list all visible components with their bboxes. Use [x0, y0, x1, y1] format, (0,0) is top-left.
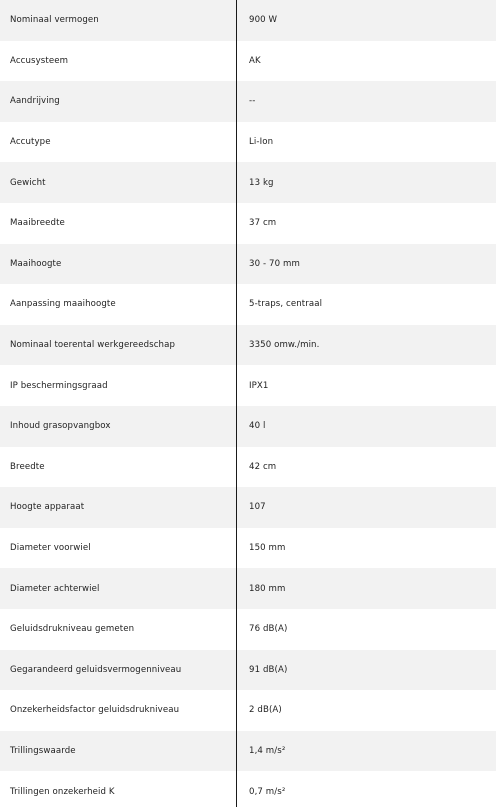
spec-label: Diameter achterwiel	[10, 583, 100, 594]
spec-value: AK	[249, 55, 261, 66]
spec-label: Aandrijving	[10, 96, 60, 107]
spec-label: Diameter voorwiel	[10, 543, 91, 554]
spec-row	[0, 41, 496, 82]
spec-row	[0, 122, 496, 163]
spec-label: Onzekerheidsfactor geluidsdrukniveau	[10, 705, 180, 716]
spec-value: Li-Ion	[249, 137, 274, 148]
spec-value: 30 - 70 mm	[249, 258, 300, 269]
spec-label: Maaibreedte	[10, 218, 65, 229]
column-divider	[236, 0, 237, 807]
spec-value: 42 cm	[249, 461, 277, 472]
spec-value: 3350 omw./min.	[249, 340, 320, 351]
spec-value: 76 dB(A)	[249, 624, 288, 635]
spec-value: 180 mm	[249, 583, 286, 594]
spec-label: Nominaal vermogen	[10, 15, 99, 26]
spec-value: 5-traps, centraal	[249, 299, 323, 310]
spec-row	[0, 325, 496, 366]
spec-value: 13 kg	[249, 177, 274, 188]
spec-row	[0, 406, 496, 447]
spec-label: Accusysteem	[10, 55, 69, 66]
spec-row	[0, 203, 496, 244]
spec-value: 107	[249, 502, 266, 513]
spec-value: 1,4 m/s²	[249, 745, 286, 756]
spec-row	[0, 284, 496, 325]
spec-value: 91 dB(A)	[249, 664, 288, 675]
spec-value: --	[249, 96, 256, 107]
spec-row	[0, 162, 496, 203]
spec-label: Aanpassing maaihoogte	[10, 299, 116, 310]
spec-label: Trillingen onzekerheid K	[10, 786, 115, 797]
spec-row	[0, 0, 496, 41]
spec-row	[0, 365, 496, 406]
spec-row	[0, 81, 496, 122]
spec-row	[0, 487, 496, 528]
spec-row	[0, 244, 496, 285]
spec-label: Accutype	[10, 137, 51, 148]
spec-value: 900 W	[249, 15, 278, 26]
spec-value: 150 mm	[249, 543, 286, 554]
spec-label: IP beschermingsgraad	[10, 380, 108, 391]
spec-row	[0, 731, 496, 772]
spec-label: Gegarandeerd geluidsvermogenniveau	[10, 664, 182, 675]
spec-label: Maaihoogte	[10, 258, 62, 269]
spec-label: Inhoud grasopvangbox	[10, 421, 111, 432]
spec-value: 37 cm	[249, 218, 277, 229]
spec-row	[0, 690, 496, 731]
spec-label: Hoogte apparaat	[10, 502, 85, 513]
spec-label: Nominaal toerental werkgereedschap	[10, 340, 176, 351]
spec-row	[0, 650, 496, 691]
spec-row	[0, 568, 496, 609]
spec-label: Geluidsdrukniveau gemeten	[10, 624, 135, 635]
spec-row	[0, 528, 496, 569]
spec-value: 40 l	[249, 421, 266, 432]
spec-value: 0,7 m/s²	[249, 786, 286, 797]
spec-value: 2 dB(A)	[249, 705, 282, 716]
spec-row	[0, 771, 496, 812]
spec-row	[0, 447, 496, 488]
spec-label: Gewicht	[10, 177, 46, 188]
spec-label: Trillingswaarde	[10, 745, 76, 756]
spec-row	[0, 609, 496, 650]
spec-value: IPX1	[249, 380, 269, 391]
spec-label: Breedte	[10, 461, 45, 472]
